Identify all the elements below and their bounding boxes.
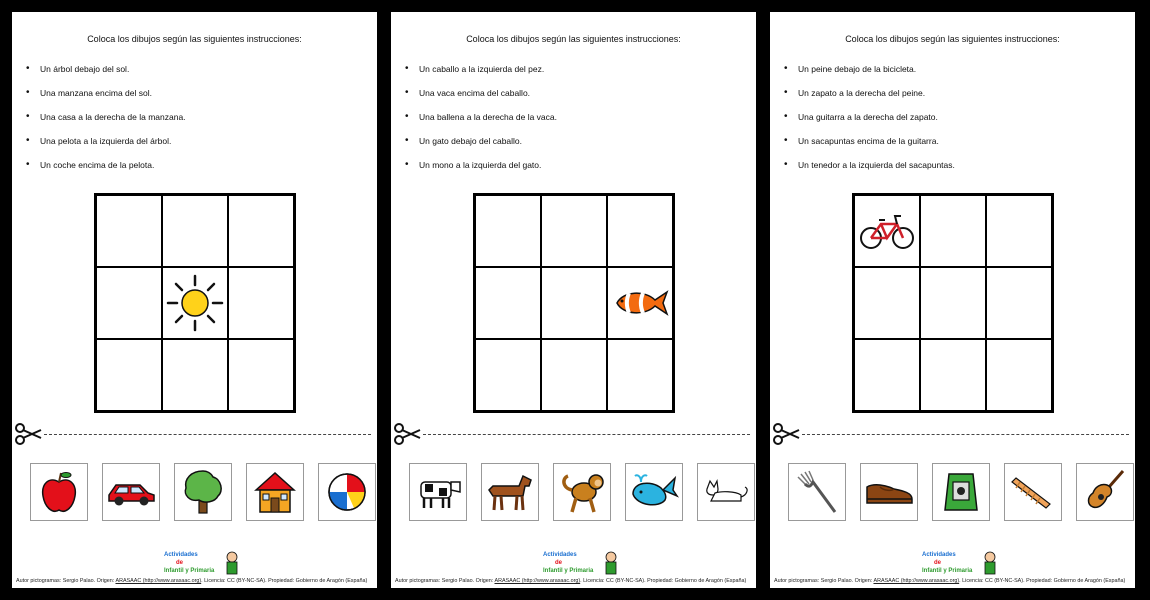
card-sharpener[interactable]: [932, 463, 990, 521]
arasaac-link[interactable]: ARASAAC (http://www.arasaac.org): [494, 578, 581, 584]
instruction-item: • Una pelota a la izquierda del árbol.: [26, 136, 186, 160]
ball-icon: [326, 471, 368, 513]
grid-cell[interactable]: [475, 339, 541, 411]
card-cat[interactable]: [697, 463, 755, 521]
instruction-item: • Una casa a la derecha de la manzana.: [26, 112, 186, 136]
card-ball[interactable]: [318, 463, 376, 521]
instruction-list: [405, 64, 557, 184]
site-logo: [541, 547, 621, 581]
grid-cell[interactable]: [854, 195, 920, 267]
sheet-title: Coloca los dibujos según las siguientes instrucciones:: [845, 34, 1060, 44]
instruction-item: • Un zapato a la derecha del peine.: [784, 88, 955, 112]
horse-icon: [485, 472, 535, 512]
instruction-item: • Un tenedor a la izquierda del sacapuntas.: [784, 160, 955, 184]
placement-grid: [94, 193, 296, 413]
fish-icon: [611, 288, 669, 318]
instruction-item: • Un caballo a la izquierda del pez.: [405, 64, 557, 88]
grid-cell[interactable]: [162, 267, 228, 339]
whale-icon: [629, 472, 679, 512]
cut-line: [44, 434, 371, 435]
svg-text:Infantil y Primaria: Infantil y Primaria: [164, 568, 215, 574]
grid-cell[interactable]: [228, 339, 294, 411]
worksheet-2: [391, 12, 756, 588]
scissors-icon: [14, 422, 42, 446]
cow-icon: [413, 474, 463, 510]
worksheet-3: [770, 12, 1135, 588]
cut-line: [423, 434, 750, 435]
grid-cell[interactable]: [475, 195, 541, 267]
svg-text:Infantil y Primaria: Infantil y Primaria: [922, 568, 973, 574]
credit-line: Autor pictogramas: Sergio Palao. Origen: ARASAAC (http://www.arasaac.org). Licencia: CC (BY-NC-SA). Propiedad: Gobierno de Aragón (España): [774, 578, 1126, 584]
guitar-icon: [1085, 469, 1125, 515]
instruction-item: • Una ballena a la derecha de la vaca.: [405, 112, 557, 136]
sun-icon: [166, 274, 224, 332]
grid-cell[interactable]: [162, 339, 228, 411]
instruction-item: • Un peine debajo de la bicicleta.: [784, 64, 955, 88]
placement-grid: [852, 193, 1054, 413]
card-monkey[interactable]: [553, 463, 611, 521]
house-icon: [253, 470, 297, 514]
arasaac-link[interactable]: ARASAAC (http://www.arasaac.org): [115, 578, 202, 584]
instruction-item: • Una manzana encima del sol.: [26, 88, 186, 112]
cat-icon: [701, 477, 751, 507]
instruction-list: [26, 64, 186, 184]
grid-cell[interactable]: [920, 195, 986, 267]
instruction-item: • Una vaca encima del caballo.: [405, 88, 557, 112]
scissors-icon: [393, 422, 421, 446]
grid-cell[interactable]: [986, 267, 1052, 339]
grid-cell[interactable]: [854, 267, 920, 339]
card-fork[interactable]: [788, 463, 846, 521]
card-house[interactable]: [246, 463, 304, 521]
instruction-item: • Un gato debajo del caballo.: [405, 136, 557, 160]
instruction-item: • Un mono a la izquierda del gato.: [405, 160, 557, 184]
fork-icon: [795, 470, 839, 514]
card-whale[interactable]: [625, 463, 683, 521]
cut-out-cards: [409, 463, 755, 521]
grid-cell[interactable]: [607, 339, 673, 411]
card-horse[interactable]: [481, 463, 539, 521]
card-cow[interactable]: [409, 463, 467, 521]
sheet-title: Coloca los dibujos según las siguientes instrucciones:: [466, 34, 681, 44]
grid-cell[interactable]: [607, 195, 673, 267]
grid-cell[interactable]: [475, 267, 541, 339]
monkey-icon: [558, 470, 606, 514]
comb-icon: [1010, 472, 1056, 512]
cut-out-cards: [30, 463, 376, 521]
grid-cell[interactable]: [986, 339, 1052, 411]
instruction-item: • Un coche encima de la pelota.: [26, 160, 186, 184]
grid-cell[interactable]: [854, 339, 920, 411]
svg-text:Actividades: Actividades: [922, 552, 956, 558]
grid-cell[interactable]: [96, 267, 162, 339]
site-logo: [162, 547, 242, 581]
shoe-icon: [864, 477, 914, 507]
grid-cell[interactable]: [228, 267, 294, 339]
card-apple[interactable]: [30, 463, 88, 521]
grid-cell[interactable]: [541, 195, 607, 267]
scissors-icon: [772, 422, 800, 446]
card-car[interactable]: [102, 463, 160, 521]
svg-text:de: de: [934, 560, 942, 566]
bicycle-icon: [859, 212, 915, 250]
sheet-title: Coloca los dibujos según las siguientes instrucciones:: [87, 34, 302, 44]
grid-cell[interactable]: [96, 195, 162, 267]
instruction-list: [784, 64, 955, 184]
svg-text:de: de: [176, 560, 184, 566]
car-icon: [106, 477, 156, 507]
cut-line: [802, 434, 1129, 435]
instruction-item: • Un sacapuntas encima de la guitarra.: [784, 136, 955, 160]
credit-line: Autor pictogramas: Sergio Palao. Origen: ARASAAC (http://www.arasaac.org). Licencia: CC (BY-NC-SA). Propiedad: Gobierno de Aragón (España): [16, 578, 368, 584]
placement-grid: [473, 193, 675, 413]
card-comb[interactable]: [1004, 463, 1062, 521]
svg-text:de: de: [555, 560, 563, 566]
svg-text:Actividades: Actividades: [164, 552, 198, 558]
worksheet-1: [12, 12, 377, 588]
grid-cell[interactable]: [607, 267, 673, 339]
grid-cell[interactable]: [96, 339, 162, 411]
card-tree[interactable]: [174, 463, 232, 521]
credit-line: Autor pictogramas: Sergio Palao. Origen: ARASAAC (http://www.arasaac.org). Licencia: CC (BY-NC-SA). Propiedad: Gobierno de Aragón (España): [395, 578, 747, 584]
grid-cell[interactable]: [920, 339, 986, 411]
card-shoe[interactable]: [860, 463, 918, 521]
svg-text:Infantil y Primaria: Infantil y Primaria: [543, 568, 594, 574]
grid-cell[interactable]: [541, 339, 607, 411]
sharpener-icon: [941, 470, 981, 514]
instruction-item: • Una guitarra a la derecha del zapato.: [784, 112, 955, 136]
grid-cell[interactable]: [920, 267, 986, 339]
card-guitar[interactable]: [1076, 463, 1134, 521]
grid-cell[interactable]: [228, 195, 294, 267]
grid-cell[interactable]: [986, 195, 1052, 267]
grid-cell[interactable]: [541, 267, 607, 339]
apple-icon: [39, 470, 79, 514]
grid-cell[interactable]: [162, 195, 228, 267]
arasaac-link[interactable]: ARASAAC (http://www.arasaac.org): [873, 578, 960, 584]
svg-text:Actividades: Actividades: [543, 552, 577, 558]
cut-out-cards: [788, 463, 1134, 521]
tree-icon: [181, 469, 225, 515]
site-logo: [920, 547, 1000, 581]
instruction-item: • Un árbol debajo del sol.: [26, 64, 186, 88]
